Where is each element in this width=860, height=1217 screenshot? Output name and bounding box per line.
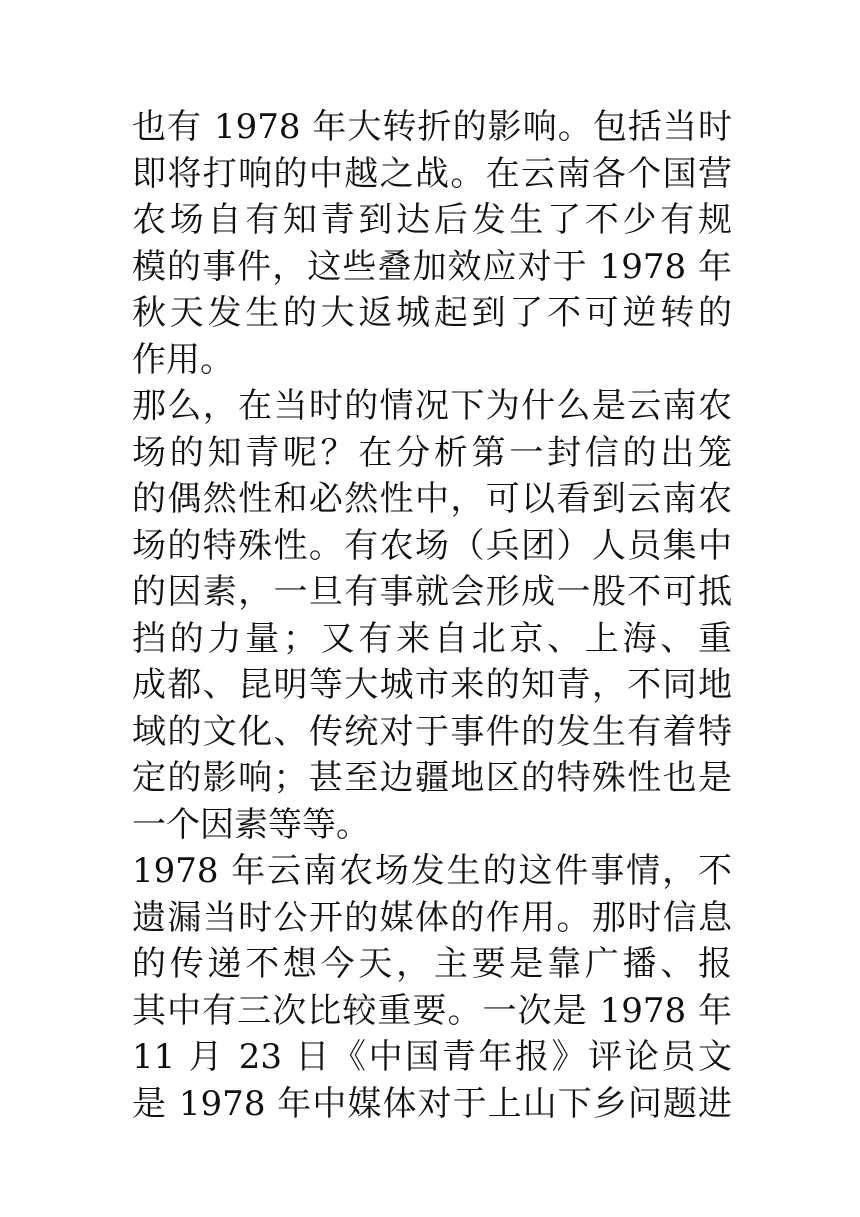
text-line: 的传递不想今天，主要是靠广播、报: [132, 944, 732, 984]
text-line: 挡的力量；又有来自北京、上海、重: [132, 618, 732, 659]
text-line: 作用。: [132, 339, 234, 380]
text-line: 成都、昆明等大城市来的知青，不同地: [132, 665, 732, 705]
text-line: 的因素，一旦有事就会形成一股不可抵: [132, 572, 732, 612]
text-line: 即将打响的中越之战。在云南各个国营: [132, 153, 732, 194]
text-line: 农场自有知青到达后发生了不少有规: [132, 200, 732, 240]
text-line: 一个因素等等。: [132, 804, 370, 845]
text-line: 的偶然性和必然性中，可以看到云南农: [132, 479, 732, 519]
text-line: 场的知青呢？在分析第一封信的出笼: [132, 432, 732, 473]
text-line: 其中有三次比较重要。一次是 1978 年: [132, 990, 732, 1031]
text-line: 是 1978 年中媒体对于上山下乡问题进: [132, 1083, 732, 1124]
text-line: 域的文化、传统对于事件的发生有着特: [132, 711, 732, 752]
text-line: 1978 年云南农场发生的这件事情，不: [132, 851, 732, 891]
text-line: 11 月 23 日《中国青年报》评论员文: [132, 1037, 732, 1077]
text-line: 模的事件，这些叠加效应对于 1978 年: [132, 246, 732, 287]
text-line: 那么，在当时的情况下为什么是云南农: [132, 386, 732, 426]
text-line: 也有 1978 年大转折的影响。包括当时: [132, 107, 732, 147]
text-line: 场的特殊性。有农场（兵团）人员集中: [132, 525, 732, 566]
text-line: 秋天发生的大返城起到了不可逆转的: [132, 293, 732, 333]
text-line: 遗漏当时公开的媒体的作用。那时信息: [132, 897, 732, 938]
text-line: 定的影响；甚至边疆地区的特殊性也是: [132, 758, 732, 798]
body-text: [132, 104, 732, 1127]
